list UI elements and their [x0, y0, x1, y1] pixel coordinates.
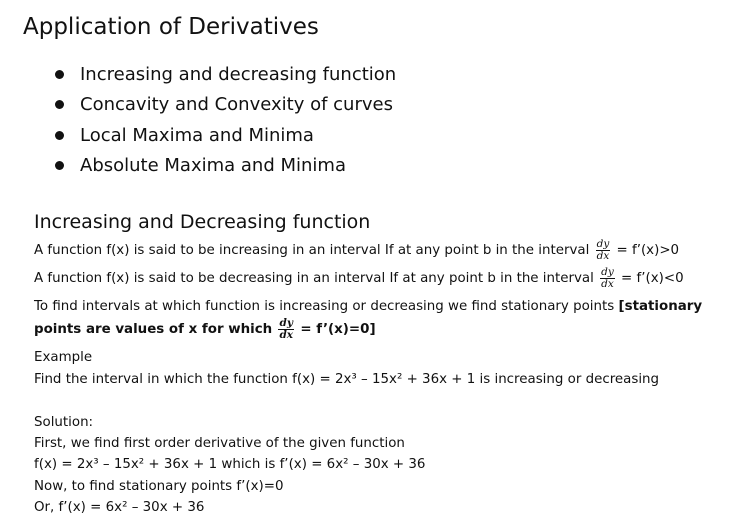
stationary-intro-line — [34, 299, 702, 314]
topic-item — [0, 60, 396, 90]
bullet-icon — [55, 100, 64, 109]
stationary-note-end: = f’(x)=0] — [300, 322, 376, 337]
topic-list — [0, 60, 396, 181]
topic-label: Increasing and decreasing function — [80, 64, 397, 85]
fraction-numerator: dy — [601, 266, 614, 278]
topic-label: Local Maxima and Minima — [80, 124, 314, 146]
dy-dx-fraction — [278, 318, 294, 340]
fraction-denominator: dx — [279, 328, 294, 341]
stationary-intro: To find intervals at which function is increasing or decreasing we find stationary points — [34, 299, 619, 314]
decreasing-definition — [34, 267, 684, 289]
page-title: Application of Derivatives — [23, 14, 319, 40]
solution-label: Solution: — [34, 415, 94, 430]
stationary-note-middle: points are values of x for which — [34, 322, 273, 337]
section-heading: Increasing and Decreasing function — [34, 211, 371, 233]
topic-label: Absolute Maxima and Minima — [80, 154, 346, 176]
topic-item — [0, 121, 396, 151]
decreasing-condition: = f’(x)<0 — [621, 271, 684, 286]
bullet-icon — [55, 161, 64, 170]
stationary-note-start: [stationary — [618, 299, 703, 314]
bullet-icon — [55, 131, 64, 140]
dy-dx-fraction — [600, 267, 615, 289]
topic-item — [0, 90, 396, 120]
fraction-denominator: dx — [596, 249, 610, 262]
decreasing-text: A function f(x) is said to be decreasing in an interval If at any point b in the interval — [34, 271, 594, 286]
solution-line: Now, to find stationary points f’(x)=0 — [34, 479, 284, 494]
topic-item — [0, 151, 396, 181]
increasing-definition — [34, 239, 679, 261]
bullet-icon — [55, 70, 64, 79]
solution-line: First, we find first order derivative of the given function — [34, 436, 405, 451]
fraction-numerator: dy — [596, 238, 610, 250]
solution-line: f(x) = 2x³ – 15x² + 36x + 1 which is f’(x) = 6x² – 30x + 36 — [34, 457, 426, 472]
dy-dx-fraction — [596, 239, 611, 261]
stationary-definition-line — [34, 318, 376, 340]
fraction-numerator: dy — [279, 317, 293, 329]
fraction-denominator: dx — [601, 277, 614, 290]
example-problem: Find the interval in which the function f(x) = 2x³ – 15x² + 36x + 1 is increasing or decreasing — [34, 372, 660, 387]
increasing-text: A function f(x) is said to be increasing in an interval If at any point b in the interval — [34, 243, 590, 258]
increasing-condition: = f’(x)>0 — [616, 243, 680, 258]
solution-line: Or, f’(x) = 6x² – 30x + 36 — [34, 500, 205, 515]
topic-label: Concavity and Convexity of curves — [80, 94, 393, 116]
example-label: Example — [34, 350, 93, 365]
